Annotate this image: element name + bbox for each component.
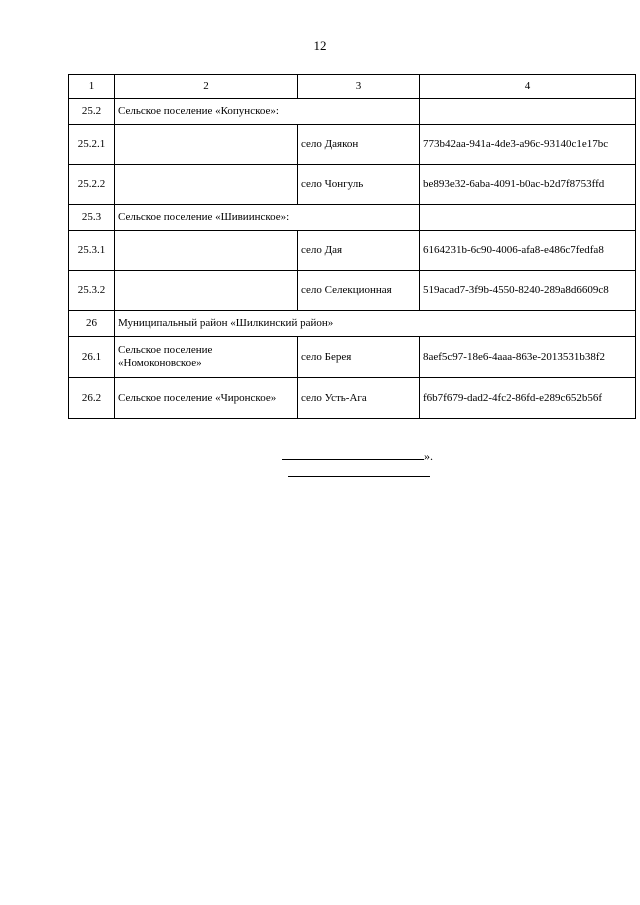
closing-quote [282,449,433,464]
table-header-row [69,75,636,99]
empty-cell [420,99,636,125]
table-row [69,378,636,419]
table-row [69,165,636,205]
district-title: Муниципальный район «Шилкинский район» [115,311,636,337]
group-title: Сельское поселение «Копунское»: [115,99,420,125]
table-row [69,311,636,337]
guid-cell: f6b7f679-dad2-4fc2-86fd-e289c652b56f [420,378,636,419]
guid-cell: 519acad7-3f9b-4550-8240-289a8d6609c8 [420,271,636,311]
row-number: 25.3.1 [69,231,115,271]
guid-cell: 8aef5c97-18e6-4aaa-863e-2013531b38f2 [420,337,636,378]
settlement-cell: Сельское поселение «Номоконовское» [115,337,298,378]
locality-cell: село Дая [298,231,420,271]
locality-cell: село Берея [298,337,420,378]
locality-cell: село Усть-Ага [298,378,420,419]
row-number: 25.2.1 [69,125,115,165]
locality-cell: село Селекционная [298,271,420,311]
closing-underline [282,449,424,460]
guid-cell: 773b42aa-941a-4de3-a96c-93140c1e17bc [420,125,636,165]
row-number: 25.3.2 [69,271,115,311]
table-row [69,271,636,311]
header-col-1: 1 [69,75,115,99]
page-number: 12 [313,38,327,53]
row-number: 26.1 [69,337,115,378]
row-number: 25.3 [69,205,115,231]
locality-cell: село Чонгуль [298,165,420,205]
table-row [69,99,636,125]
settlement-cell [115,271,298,311]
empty-cell [420,205,636,231]
header-col-3: 3 [298,75,420,99]
row-number: 26.2 [69,378,115,419]
settlement-cell [115,125,298,165]
group-title: Сельское поселение «Шивиинское»: [115,205,420,231]
settlement-cell [115,231,298,271]
table-row [69,205,636,231]
settlement-cell: Сельское поселение «Чиронское» [115,378,298,419]
table-row [69,337,636,378]
guid-cell: 6164231b-6c90-4006-afa8-e486c7fedfa8 [420,231,636,271]
locality-cell: село Даякон [298,125,420,165]
settlement-cell [115,165,298,205]
table-row [69,231,636,271]
header-col-2: 2 [115,75,298,99]
row-number: 25.2 [69,99,115,125]
table-row [69,125,636,165]
signature-line [288,476,430,477]
guid-cell: be893e32-6aba-4091-b0ac-b2d7f8753ffd [420,165,636,205]
row-number: 26 [69,311,115,337]
header-col-4: 4 [420,75,636,99]
closing-mark: ». [424,449,433,463]
settlements-table [68,74,636,419]
row-number: 25.2.2 [69,165,115,205]
